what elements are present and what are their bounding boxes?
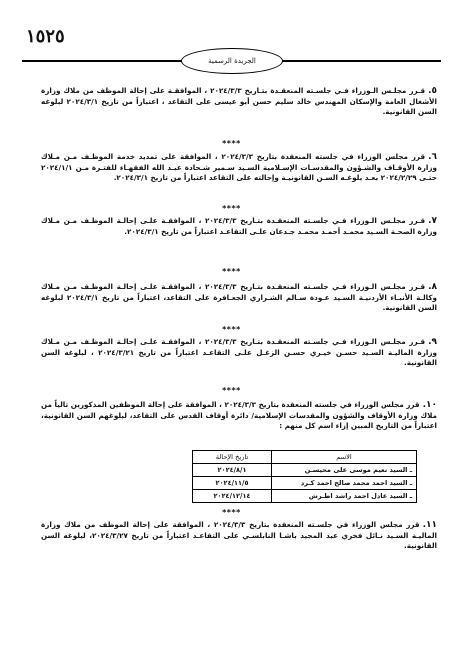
- retiree-name: ـ السيد عادل احمد راشد اطـرش: [272, 490, 417, 503]
- decision-text: قـرر مجلـس الـوزراء فـي جلسـته المنعقـدة بتـاريخ ٢٠٢٤/٣/٣ ، الموافقـة علـى إحالـة الموظـف مـن مـلاك وكالـة الأنبـاء الأردنيـة السـيد عـودة سـالم الشـراري الجعـافرة على التقاعد، اعتباراً من تاريخ ٢٠٢٤/٣/١ لبلوغه السن القانونية.: [41, 282, 437, 312]
- decision-text: قرر مجلس الوزراء في جلسـته المنعقدة بتاريخ ٢٠٢٤/٣/٣ ، الموافقة على إحالة الموظف من ملاك وزارة الماليـة السـيد نـائل فخري عبد المجيد باشـا النابلسـي على التقاعـد اعتباراً من تاريخ ٢٠٢٤/٣/٢٧، لبلوغه السن القانونية.: [41, 520, 437, 550]
- decision-text: قـرر مجلـس الـوزراء فـي جلسـته المنعقـدة بتـاريخ ٢٠٢٤/٣/٣ ، الموافقـة علـى إحالـة الموظـف مـن مـلاك وزارة الصحـة السـيد محمـد أحمـد محمـد جـدعان علـى التقاعـد اعتباراً من تاريخ ٢٠٢٤/٣/١.: [41, 216, 437, 236]
- decision-6: [41, 152, 437, 184]
- decision-number: ٨.: [428, 282, 437, 292]
- decision-5: [41, 86, 437, 118]
- retirement-date: ٢٠٢٤/١٢/١٤: [193, 490, 272, 503]
- table-row: [193, 477, 417, 490]
- decision-number: ٦.: [428, 152, 437, 162]
- decision-number: ١٠.: [422, 400, 437, 410]
- column-header-name: الاسم: [272, 451, 417, 464]
- decision-text: قرر مجلس الوزراء في جلسته المنعقدة بتاريخ ٢٠٢٤/٣/٣ ، الموافقة على إحالة الموظفين المذكورين تالياً من ملاك وزارة الأوقاف والشؤون والمقدسات الإسلامية/ دائرة أوقاف القدس على التقاعد، لبلوغهم السن القانونية، اعتباراً من التاريخ المبين إزاء اسم كل منهم :: [41, 400, 437, 430]
- separator: ****: [222, 508, 241, 517]
- table-row: [193, 464, 417, 477]
- table-header-row: [193, 451, 417, 464]
- decision-11: [41, 520, 437, 552]
- separator: ****: [222, 204, 241, 213]
- table-row: [193, 490, 417, 503]
- decision-8: [41, 282, 437, 314]
- decision-9: [41, 337, 437, 369]
- retiree-name: ـ السيد نعيم موسى على محيسـن: [272, 464, 417, 477]
- separator: ****: [222, 386, 241, 395]
- column-header-date: تاريخ الإحالة: [193, 451, 272, 464]
- separator: ****: [222, 139, 241, 148]
- gazette-title: الجريدة الرسمية: [181, 48, 283, 74]
- retiree-name: ـ السيد احمد محمد صالح احمد كـرد: [272, 477, 417, 490]
- retirees-table: [192, 450, 417, 503]
- decision-number: ٧.: [428, 216, 437, 226]
- decision-text: قـرر مجلـس الـوزراء فـي جلسـته المنعقـدة بتـاريخ ٢٠٢٤/٣/٣ ، الموافقـة علـى إحالـة الموظـف مـن مـلاك وزارة الماليـة السـيد حسـن خيـري حسـن الزغـل علـى التقاعـد اعتباراً من تاريخ ٢٠٢٤/٣/٢١ ، لبلوغه السن القانونية.: [41, 337, 437, 367]
- decision-number: ٥.: [428, 86, 438, 96]
- page-number: ١٥٢٥: [26, 26, 65, 47]
- retirement-date: ٢٠٢٤/١١/٥: [193, 477, 272, 490]
- decision-10: [41, 400, 437, 432]
- separator: ****: [222, 267, 241, 276]
- separator: ****: [222, 325, 241, 334]
- decision-number: ١١.: [422, 520, 437, 530]
- retirement-date: ٢٠٢٤/٨/١: [193, 464, 272, 477]
- decision-text: قرر مجلس الوزراء في جلسته المنعقدة بتاريخ ٢٠٢٤/٣/٣ ، الموافقة على تمديد خدمة الموظـف مـن مـلاك وزارة الأوقـاف والشـؤون والمقدسـات الإسـلامية السـيد سـمير شـحادة عبـد الله الفقهـاء للفتـرة مـن ٢٠٢٤/١/١ حتـى ٢٠٢٤/٢/٢٩ بعـد بلوغـه السـن القانونيـة وإحالته على التقاعد اعتباراً من تاريخ ٢٠٢٤/٣/١.: [41, 152, 437, 182]
- decision-text: قـرر مجلـس الـوزراء فـي جلسـته المنعقـدة بتـاريخ ٢٠٢٤/٣/٣ ، الموافقـة على إحالة الموظف من ملاك وزارة الأشغال العامة والإسكان المهندس خالد سليم حسن أبو عيسى على التقاعد ، اعتباراً من تاريخ ٢٠٢٤/٣/١ لبلوغه السن القانونية.: [41, 86, 437, 116]
- decision-7: [41, 216, 437, 237]
- decision-number: ٩.: [428, 337, 437, 347]
